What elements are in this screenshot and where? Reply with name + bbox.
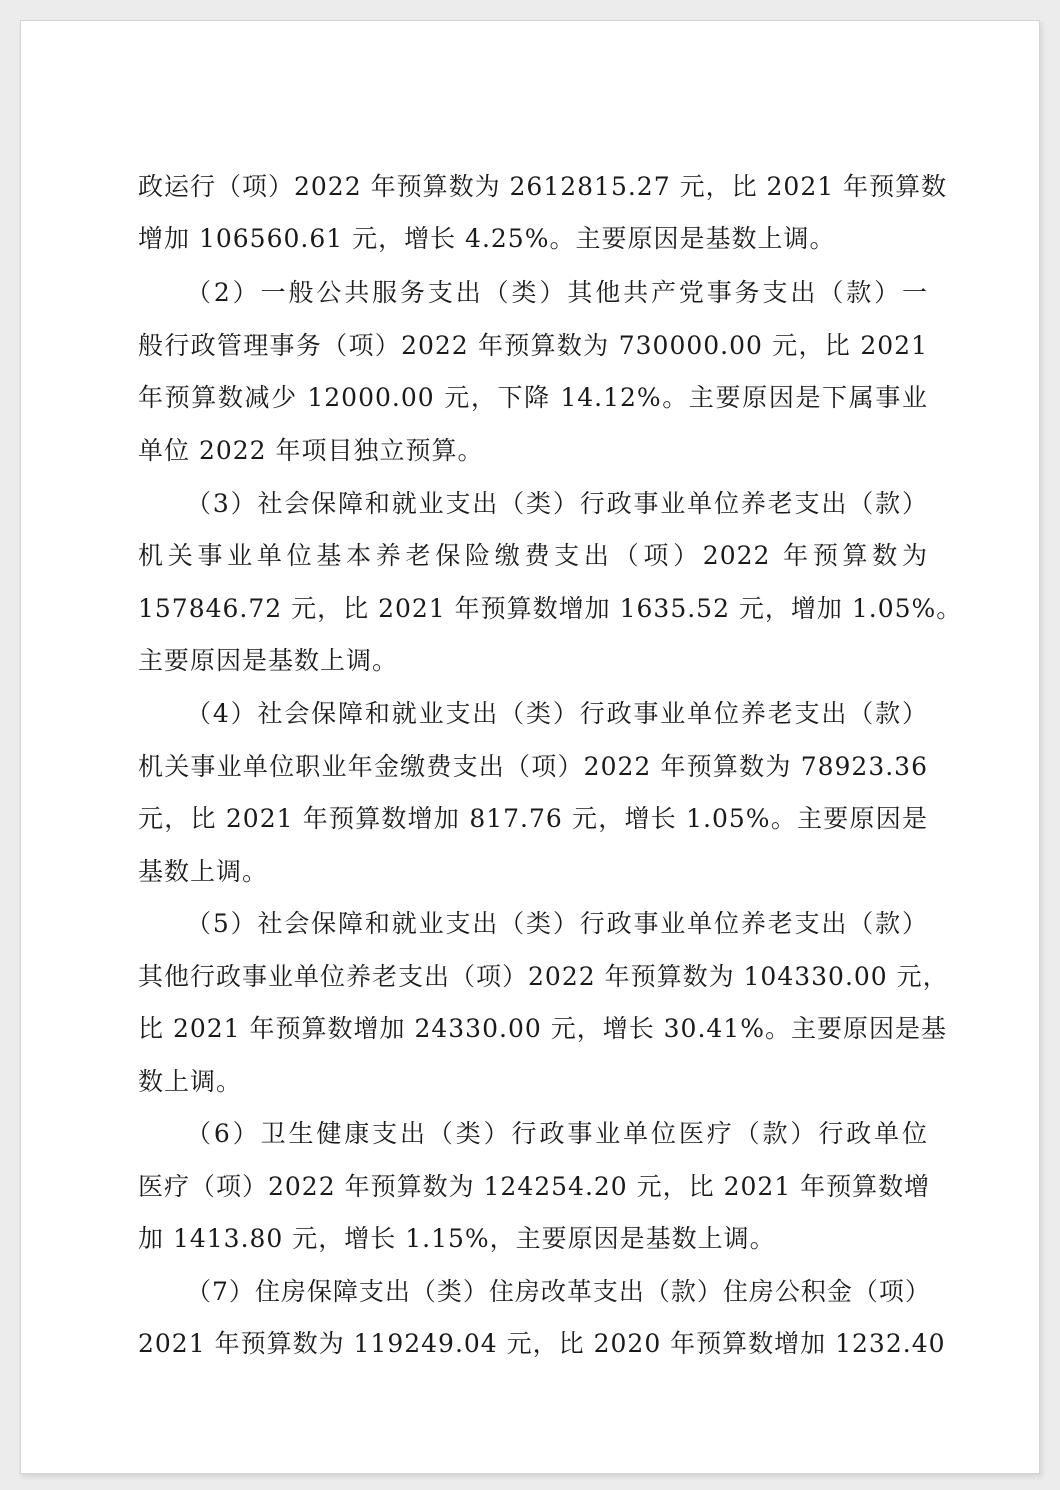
text-line: 机关事业单位职业年金缴费支出（项）2022 年预算数为 78923.36: [138, 752, 928, 781]
paragraph-first-line: （6）卫生健康支出（类）行政事业单位医疗（款）行政单位: [186, 1119, 928, 1148]
text-line: 加 1413.80 元，增长 1.15%，主要原因是基数上调。: [138, 1224, 776, 1253]
text-line: 政运行（项）2022 年预算数为 2612815.27 元，比 2021 年预算数: [138, 172, 948, 201]
paragraph-first-line: （2）一般公共服务支出（类）其他共产党事务支出（款）一: [186, 278, 928, 307]
paragraph-first-line: （3）社会保障和就业支出（类）行政事业单位养老支出（款）: [186, 489, 928, 518]
text-line: 般行政管理事务（项）2022 年预算数为 730000.00 元，比 2021: [138, 331, 928, 360]
text-line: 医疗（项）2022 年预算数为 124254.20 元，比 2021 年预算数增: [138, 1172, 931, 1201]
text-line: 157846.72 元，比 2021 年预算数增加 1635.52 元，增加 1.05%。: [138, 594, 963, 623]
paragraph-first-line: （7）住房保障支出（类）住房改革支出（款）住房公积金（项）: [186, 1277, 931, 1306]
text-line: 单位 2022 年项目独立预算。: [138, 436, 484, 465]
text-line: 增加 106560.61 元，增长 4.25%。主要原因是基数上调。: [138, 224, 836, 253]
text-line: 机关事业单位基本养老保险缴费支出（项）2022 年预算数为: [138, 541, 928, 570]
text-line: 其他行政事业单位养老支出（项）2022 年预算数为 104330.00 元，: [138, 962, 949, 991]
paragraph-first-line: （5）社会保障和就业支出（类）行政事业单位养老支出（款）: [186, 909, 928, 938]
document-page: [20, 20, 1040, 1474]
text-line: 数上调。: [138, 1067, 243, 1096]
text-line: 比 2021 年预算数增加 24330.00 元，增长 30.41%。主要原因是基: [138, 1014, 947, 1043]
text-line: 基数上调。: [138, 857, 269, 886]
text-line: 2021 年预算数为 119249.04 元，比 2020 年预算数增加 1232.40: [138, 1329, 946, 1358]
text-line: 元，比 2021 年预算数增加 817.76 元，增长 1.05%。主要原因是: [138, 804, 928, 833]
text-line: 年预算数减少 12000.00 元，下降 14.12%。主要原因是下属事业: [138, 383, 928, 412]
text-line: 主要原因是基数上调。: [138, 646, 399, 675]
paragraph-first-line: （4）社会保障和就业支出（类）行政事业单位养老支出（款）: [186, 699, 928, 728]
